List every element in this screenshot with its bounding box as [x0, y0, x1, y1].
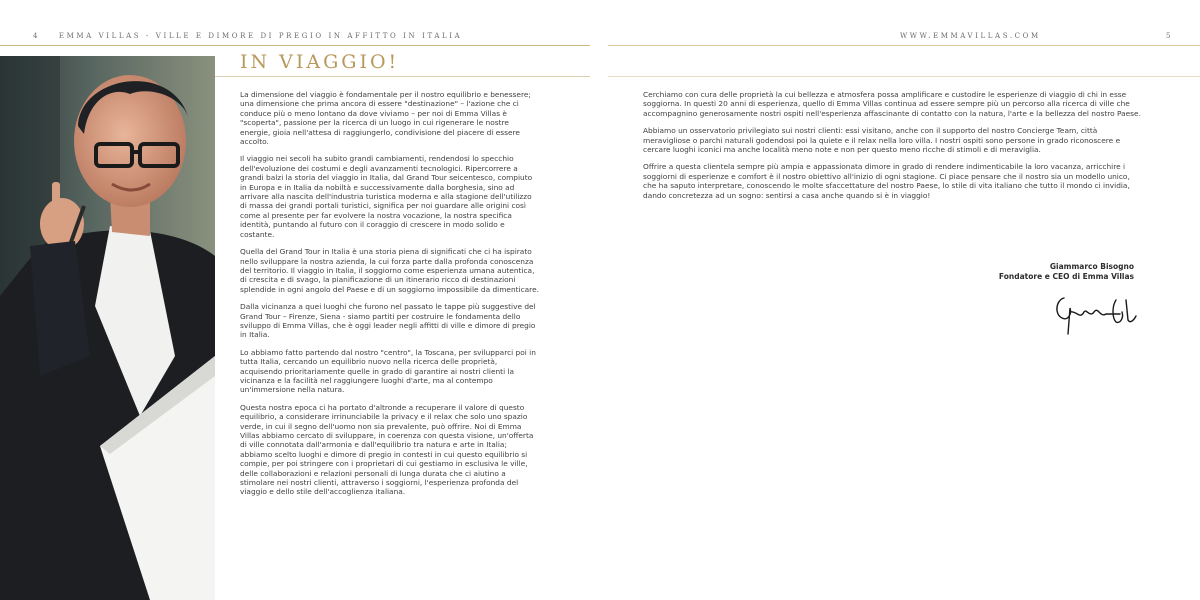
right-underline: [608, 76, 1200, 77]
paragraph: Abbiamo un osservatorio privilegiato sui nostri clienti: essi visitano, anche con il supporto del nostro Concierge Team, città meravigliose o parchi naturali godendosi poi la quiete e il relax nella loro villa. I nostri ospiti sono persone in grado riconoscere e cercare luoghi iconici ma anche località meno note e non per questo meno ricche di stimoli e di meraviglia.: [643, 126, 1121, 155]
paragraph: Quella del Grand Tour in Italia è una storia piena di significati che ci ha ispirato nello sviluppare la nostra azienda, la cui forza parte dalla profonda conoscenza del territorio. Il viaggio in Italia, il soggiorno come esperienza umana autentica, di crescita e di svago, la pianificazione di un itinerario ricco di destinazioni splendide in ogni angolo del Paese e di un soggiorno impossibile da dimenticare.: [240, 247, 539, 294]
handwritten-signature: [1050, 290, 1140, 338]
website-link[interactable]: WWW.EMMAVILLAS.COM: [900, 32, 1041, 40]
signer-role: Fondatore e CEO di Emma Villas: [998, 272, 1134, 281]
left-header-rule: [0, 45, 590, 46]
paragraph: Dalla vicinanza a quei luoghi che furono nel passato le tappe più suggestive del Grand Tour – Firenze, Siena - siamo partiti per costruire le fondamenta dello sviluppo di Emma Villas, che è oggi leader negli affitti di ville e dimore di pregio in Italia.: [240, 302, 536, 340]
right-page-number: 5: [1166, 32, 1174, 40]
article-title: IN VIAGGIO!: [240, 51, 400, 73]
paragraph: Cerchiamo con cura delle proprietà la cui bellezza e atmosfera possa amplificare e custodire le esperienze di viaggio di chi in esse soggiorna. In questi 20 anni di esperienza, quello di Emma Villas continua ad essere sempre più un percorso alla ricerca di ville che accompagnino generosamente nostri ospiti nell'esperienza affascinante di contatto con la natura, l'arte e la bellezza del nostro Paese.: [643, 90, 1141, 118]
portrait-illustration: [0, 56, 215, 600]
left-running-title: EMMA VILLAS - VILLE E DIMORE DI PREGIO IN AFFITTO IN ITALIA: [58, 32, 463, 40]
signer-name: Giammarco Bisogno: [1049, 262, 1134, 271]
paragraph: Lo abbiamo fatto partendo dal nostro "centro", la Toscana, per svilupparci poi in tutta Italia, cercando un equilibrio nuovo nella ricerca delle proprietà, acquisendo prioritariamente quelle in grado di garantire ai nostri clienti la vicinanza e la facilità nel raggiungere luoghi d'arte, ma al contempo un'immersione nella natura.: [240, 347, 536, 395]
paragraph: Offrire a questa clientela sempre più ampia e appassionata dimore in grado di rendere indimenticabile la loro vacanza, arricchire i soggiorni di esperienze e comfort è il nostro obiettivo all'inizio di ogni stagione. Ci piace pensare che il nostro sia un modello unico, che ha saputo interpretare, conoscendo le molte sfaccettature del nostro Paese, lo stile di vita italiano che tutto il mondo ci invidia, dando concretezza ad un sogno: sentirsi a casa anche quando si è in viaggio!: [643, 162, 1130, 200]
paragraph: La dimensione del viaggio è fondamentale per il nostro equilibrio e benessere; una dimensione che prima ancora di essere "destinazione" – l'azione che ci conduce più o meno lontano da dove viviamo – per noi di Emma Villas è "scoperta", passione per la ricerca di un luogo in cui rigenerare le nostre energie, gioia nell'attesa di raggiungerlo, condivisione del piacere di essere accolto.: [240, 90, 531, 147]
right-header-rule: [608, 45, 1200, 46]
portrait-photo: [0, 56, 215, 600]
signature-block: [999, 262, 1134, 282]
right-text-column: [643, 90, 1143, 208]
right-page-header: [900, 32, 1174, 40]
paragraph: Il viaggio nei secoli ha subito grandi cambiamenti, rendendosi lo specchio dell'evoluzione dei costumi e degli avanzamenti tecnologici. Ripercorrere a grandi balzi la storia del viaggio in Italia, dal Grand Tour seicentesco, compiuto in Europa e in Italia da nobiltà e successivamente dalla borghesia, sino ad arrivare alla nascita dell'industria turistica moderna e alla stagione dell'utilizzo di massa dei grandi portali turistici, significa per noi guardare alle origini così come al presente per far evolvere la nostra vocazione, la nostra specifica identità, puntando al futuro con il coraggio di crescere in modo solido e costante.: [240, 154, 533, 239]
left-text-column: [240, 90, 540, 505]
paragraph: Questa nostra epoca ci ha portato d'altronde a recuperare il valore di questo equilibrio, a considerare irrinunciabile la privacy e il relax che solo uno spazio verde, in cui il segno dell'uomo non sia prevalente, può offrire. Noi di Emma Villas abbiamo cercato di sviluppare, in coerenza con questa visione, un'offerta di ville connotata dall'armonia e dall'equilibrio tra natura e arte in Italia; abbiamo scelto luoghi e dimore di pregio in contesti in cui questo equilibrio si compie, per poi stringere con i proprietari di cui gestiamo in esclusiva le ville, delle collaborazioni e relazioni personali di lunga durata che ci aiutino a stimolare nei nostri clienti, attraverso i soggiorni, l'esperienza profonda del viaggio e dello stile dell'accoglienza italiana.: [240, 402, 534, 497]
left-page-header: [33, 32, 462, 40]
left-page-number: 4: [33, 32, 41, 40]
title-underline: [215, 76, 590, 77]
